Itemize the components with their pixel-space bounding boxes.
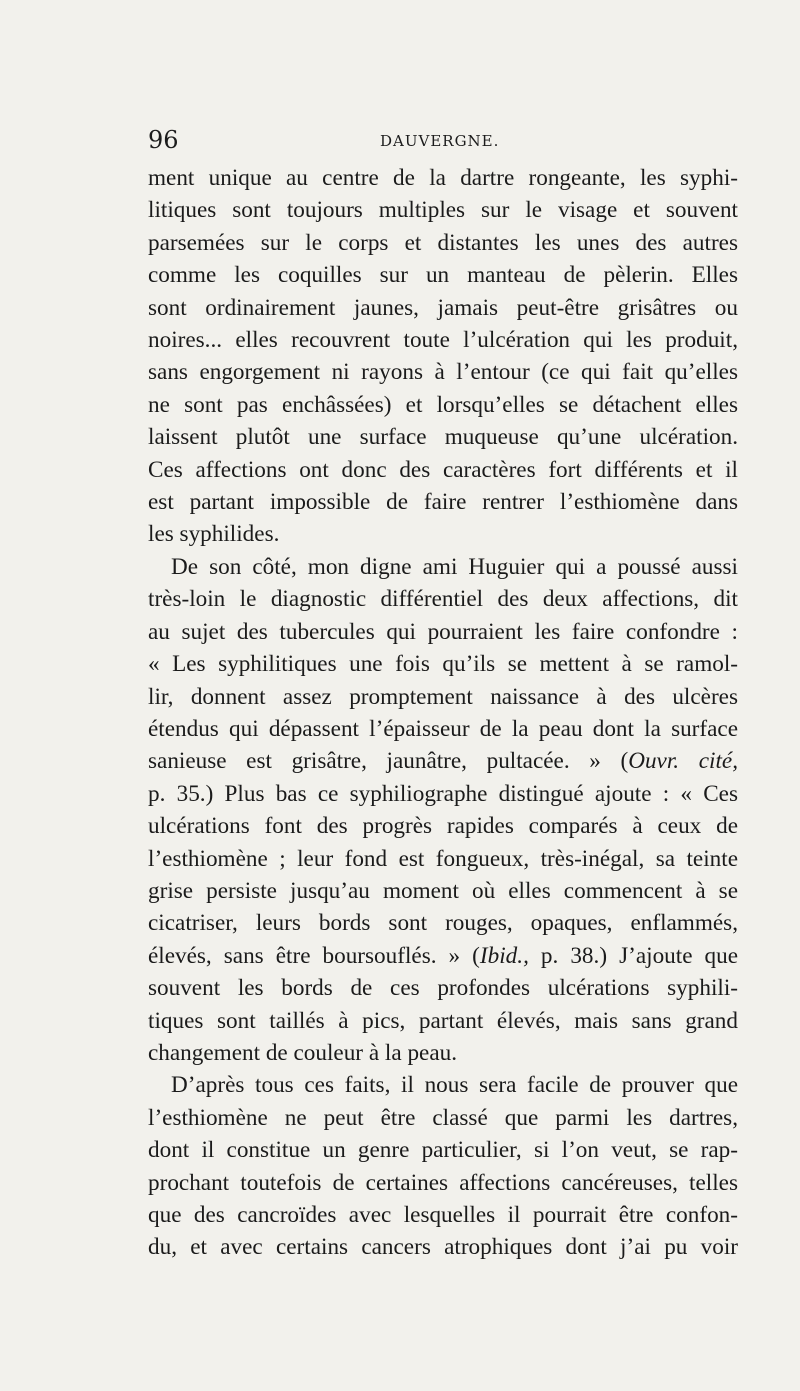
text-line: est partant impossible de faire rentrer l’esthiomène dans	[148, 489, 738, 516]
text-line: très-loin le diagnostic différentiel des deux affections, dit	[148, 586, 738, 613]
text-segment: élevés, sans être boursouflés. » (	[148, 942, 480, 969]
text-line: l’esthiomène ; leur fond est fongueux, très-inégal, sa teinte	[148, 845, 738, 872]
text-line: les syphilides.	[148, 521, 280, 548]
running-head: DAUVERGNE.	[380, 132, 500, 150]
text-line: tiques sont taillés à pics, partant élevés, mais sans grand	[148, 1007, 738, 1034]
text-line: parsemées sur le corps et distantes les unes des autres	[148, 229, 738, 256]
text-segment: sanieuse est grisâtre, jaunâtre, pultacée. » (	[148, 748, 629, 775]
text-line: « Les syphilitiques une fois qu’ils se mettent à se ramol-	[148, 651, 738, 678]
text-line: De son côté, mon digne ami Huguier qui a poussé aussi	[171, 553, 738, 580]
page-number: 96	[148, 126, 179, 154]
text-line: lir, donnent assez promptement naissance à des ulcères	[148, 683, 738, 710]
text-line: ne sont pas enchâssées) et lorsqu’elles se détachent elles	[148, 391, 738, 418]
text-line-with-citation	[148, 745, 738, 777]
text-line: souvent les bords de ces profondes ulcérations syphili-	[148, 975, 738, 1002]
text-line: litiques sont toujours multiples sur le visage et souvent	[148, 197, 738, 224]
text-segment: p. 38.) J’ajoute que	[528, 942, 739, 969]
text-line: grise persiste jusqu’au moment où elles commencent à se	[148, 877, 738, 904]
text-line: changement de couleur à la peau.	[148, 1039, 458, 1066]
text-line: comme les coquilles sur un manteau de pèlerin. Elles	[148, 262, 738, 289]
text-line: ulcérations font des progrès rapides comparés à ceux de	[148, 813, 738, 840]
text-line: Ces affections ont donc des caractères fort différents et il	[148, 456, 738, 483]
italic-citation: Ouvr. cité,	[628, 748, 738, 775]
page-header	[148, 126, 738, 156]
text-line: p. 35.) Plus bas ce syphiliographe distingué ajoute : « Ces	[148, 780, 738, 807]
text-line: l’esthiomène ne peut être classé que parmi les dartres,	[148, 1104, 738, 1131]
text-line: que des cancroïdes avec lesquelles il pourrait être confon-	[148, 1202, 738, 1228]
text-line: laissent plutôt une surface muqueuse qu’une ulcération.	[148, 424, 738, 451]
text-line: prochant toutefois de certaines affections cancéreuses, telles	[148, 1169, 738, 1196]
italic-citation: Ibid.,	[479, 942, 529, 969]
body-text	[148, 162, 738, 1264]
text-line: du, et avec certains cancers atrophiques dont j’ai pu voir	[148, 1234, 738, 1261]
text-line: D’après tous ces faits, il nous sera facile de prouver que	[171, 1072, 738, 1099]
text-line: sans engorgement ni rayons à l’entour (ce qui fait qu’elles	[148, 359, 738, 386]
text-line: noires... elles recouvrent toute l’ulcération qui les produit,	[148, 327, 738, 354]
text-line: ment unique au centre de la dartre rongeante, les syphi-	[148, 165, 738, 191]
text-line-with-citation	[148, 940, 738, 972]
text-line: au sujet des tubercules qui pourraient les faire confondre :	[148, 618, 738, 645]
text-line: sont ordinairement jaunes, jamais peut-être grisâtres ou	[148, 294, 738, 321]
text-line: cicatriser, leurs bords sont rouges, opaques, enflammés,	[148, 910, 738, 937]
text-line: étendus qui dépassent l’épaisseur de la peau dont la surface	[148, 715, 738, 742]
text-line: dont il constitue un genre particulier, si l’on veut, se rap-	[148, 1137, 738, 1164]
